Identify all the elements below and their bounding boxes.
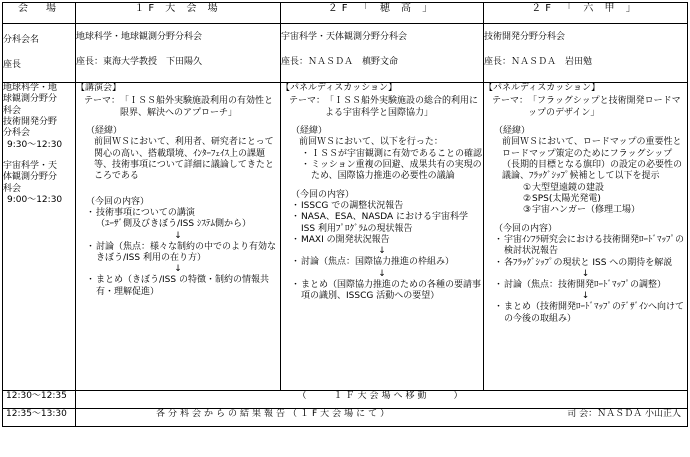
- col3-session-name: 技術開発分野分科会: [484, 32, 566, 42]
- list-item: ・ ISSCG での調整状況報告: [291, 200, 404, 211]
- col1-type: 【講演会】: [76, 83, 122, 93]
- room1-header: １F 大 会 場: [76, 3, 281, 24]
- col3-bg-label: （経緯）: [494, 125, 531, 136]
- candidate-item: ①大型望遠鏡の建設: [522, 182, 605, 193]
- col2-bg-label: （経緯）: [291, 125, 328, 136]
- col3-content-label: （今回の内容）: [494, 223, 558, 234]
- list-item: （ﾕｰｻﾞ側及びきぼう/ISS ｼｽﾃﾑ側から）: [96, 219, 251, 230]
- list-item: ・ 宇宙ｲﾝﾌﾗ研究会における技術開発ﾛｰﾄﾞﾏｯﾌﾟの検討状況報告: [494, 234, 685, 257]
- candidate-item: ③宇宙ハンガー（修理工場）: [522, 205, 641, 216]
- side-line: 分科会: [3, 128, 31, 139]
- col3-bg-text: 前回ＷＳにおいて、ロードマップの重要性とロードマップ策定のためにフラッグシップ（長期的目標となる旗印）の設定の必要性の議論、ﾌﾗｯｸﾞｼｯﾌﾟ候補として以下を提示: [502, 137, 683, 182]
- col1-content-label: （今回の内容）: [86, 196, 150, 207]
- list-item: ・ MAXI の開発状況報告: [291, 234, 390, 245]
- col2-session-name: 宇宙科学・天体観測分野分科会: [281, 32, 408, 42]
- col3-type: 【パネルディスカッション】: [484, 83, 601, 93]
- chair-label: 座長: [3, 60, 22, 70]
- side-line: 宇宙科学・天: [3, 160, 58, 171]
- col2-bg-intro: 前回ＷＳにおいて、以下を行った：: [299, 137, 443, 148]
- session-info-row: [3, 24, 688, 83]
- col1-bg-text: 前回ＷＳにおいて、利用者、研究者にとって関心の高い、搭載環境、ｲﾝﾀｰﾌｪｲｽ上の課題等、技術事項について詳細に議論してきたところである: [94, 137, 274, 182]
- report-time: 12:35〜13:30: [3, 409, 76, 427]
- list-item: ・ 討論（焦点：国際協力推進の枠組み）: [291, 257, 455, 268]
- col3-chair: 座長：ＮＡＳＤＡ 岩田勉: [484, 57, 593, 67]
- flow-arrow: ↓: [581, 291, 590, 302]
- side-line: 地球科学・地: [3, 83, 58, 93]
- flow-arrow: ↓: [378, 246, 386, 257]
- col2-type: 【パネルディスカッション】: [281, 83, 398, 93]
- theme-text: 「ＩＳＳ船外実験施設利用の有効性と限界、解決へのアプローチ」: [120, 96, 274, 118]
- transfer-row: [3, 391, 688, 409]
- side-line: 体観測分野分: [3, 172, 58, 183]
- transfer-time: 12:30〜12:35: [3, 391, 76, 409]
- theme-label: テーマ：: [492, 96, 529, 107]
- room3-header: ２F 「 六 甲 」: [484, 3, 688, 24]
- flow-arrow: ↓: [174, 264, 182, 275]
- theme-text: 「ＩＳＳ船外実験施設の総合的利用による宇宙科学と国際協力」: [325, 96, 479, 118]
- report-chair: 司 会：ＮＡＳＤＡ 小山正人: [567, 409, 681, 419]
- header-row: [3, 3, 688, 24]
- room2-header: ２F 「 穂 高 」: [281, 3, 484, 24]
- candidate-item: ②SPS(太陽光発電): [522, 193, 601, 204]
- report-text: 各分科会からの結果報告（１F大会場にて）: [156, 409, 393, 419]
- schedule-table: [2, 2, 688, 427]
- side-time2: 9:00〜12:30: [7, 194, 63, 205]
- theme-label: テーマ：: [84, 96, 121, 107]
- info-labels: [3, 24, 76, 83]
- col3-detail: [484, 83, 688, 391]
- list-item: ・ まとめ（技術開発ﾛｰﾄﾞﾏｯﾌﾟのﾃﾞｻﾞｲﾝへ向けての今後の取組み）: [494, 302, 685, 324]
- side-line: 技術開発分野: [3, 116, 58, 127]
- flow-arrow: ↓: [581, 268, 590, 279]
- side-block2: [3, 161, 75, 206]
- session-name-label: 分科会名: [3, 35, 40, 45]
- col2-theme: [281, 96, 483, 119]
- col2-info: [281, 24, 484, 83]
- col1-session-name: 地球科学・地球観測分野分科会: [76, 32, 203, 42]
- flow-arrow: ↓: [378, 268, 386, 279]
- flow-arrow: ↓: [174, 230, 182, 241]
- side-time1: 9:30〜12:30: [7, 139, 63, 150]
- side-line: 科会: [3, 183, 22, 194]
- session-detail-row: [3, 83, 688, 391]
- transfer-text: （ １Ｆ大会場へ移動 ）: [76, 391, 688, 409]
- list-item: ・ まとめ（国際協力推進のための各種の要請事項の識別、ISSCG 活動への要望）: [291, 279, 482, 301]
- side-line: 科会: [3, 105, 22, 116]
- col1-info: [76, 24, 281, 83]
- col1-detail: [76, 83, 281, 391]
- report-cell: [76, 409, 688, 427]
- list-item: ・ ＩＳＳが宇宙観測に有効であることの確認: [301, 148, 483, 159]
- col3-theme: [484, 96, 687, 119]
- side-label-cell: [3, 83, 76, 391]
- list-item: ・ まとめ（きぼう/ISS の特徴・制約の情報共有・理解促進）: [86, 275, 269, 297]
- theme-text: 「フラッグシップと技術開発ロードマップのデザイン」: [528, 96, 681, 118]
- side-block1: [3, 83, 75, 151]
- report-row: [3, 409, 688, 427]
- col2-content-label: （今回の内容）: [291, 189, 355, 200]
- venue-header: 会 場: [3, 3, 76, 24]
- list-item: ・ 討論（焦点：技術開発ﾛｰﾄﾞﾏｯﾌﾟの調整）: [494, 279, 667, 290]
- list-item: ・ 各ﾌﾗｯｸﾞｼｯﾌﾟの現状と ISS への期待を解説: [494, 257, 673, 268]
- list-item: ・ 技術事項についての講演: [86, 207, 195, 218]
- col3-info: [484, 24, 688, 83]
- col1-bg-label: （経緯）: [86, 125, 123, 136]
- col1-chair: 座長：東海大学教授 下田陽久: [76, 57, 203, 67]
- side-line: 球観測分野分: [3, 94, 58, 105]
- list-item: ・ ミッション重複の回避、成果共有の実現のため、国際協力推進の必要性の議論: [301, 159, 482, 182]
- col1-theme: [76, 96, 280, 119]
- list-item: ・ NASA、ESA、NASDA における宇宙科学 ISS 利用ﾌﾟﾛｸﾞﾗﾑの現状報告: [291, 212, 469, 234]
- col2-detail: [281, 83, 484, 391]
- col2-chair: 座長：ＮＡＳＤＡ 槙野文命: [281, 57, 399, 67]
- theme-label: テーマ：: [289, 96, 326, 107]
- list-item: ・ 討論（焦点：様々な制約の中でのより有効なきぼう/ISS 利用の在り方）: [86, 241, 277, 263]
- col3-candidates: [522, 183, 687, 217]
